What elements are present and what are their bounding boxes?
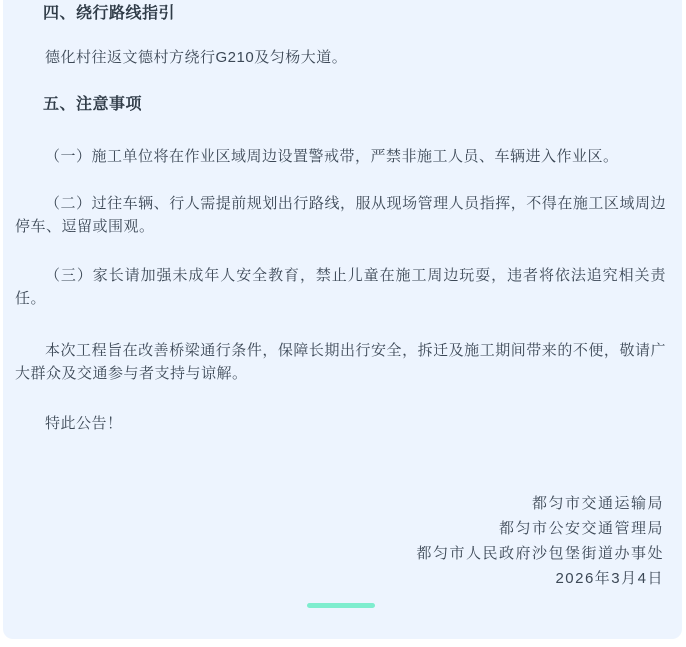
section-heading-precautions: 五、注意事项 — [43, 96, 143, 113]
paragraph-precaution-1: （一）施工单位将在作业区域周边设置警戒带，严禁非施工人员、车辆进入作业区。 — [45, 148, 619, 165]
signature-block — [15, 491, 666, 591]
end-divider-line — [307, 603, 375, 608]
signature-line-traffic-police: 都匀市公安交通管理局 — [498, 520, 664, 537]
section-heading-detour-route: 四、绕行路线指引 — [43, 5, 176, 22]
date-line: 2026年3月4日 — [555, 570, 664, 587]
signature-line-transport-bureau: 都匀市交通运输局 — [531, 495, 664, 512]
paragraph-hereby-announced: 特此公告！ — [45, 415, 123, 432]
paragraph-precaution-2: （二）过往车辆、行人需提前规划出行路线，服从现场管理人员指挥，不得在施工区域周边停车、逗留或围观。 — [15, 195, 666, 235]
notice-card — [3, 0, 682, 639]
paragraph-precaution-3: （三）家长请加强未成年人安全教育，禁止儿童在施工周边玩耍，违者将依法追究相关责任。 — [15, 267, 666, 307]
paragraph-detour-route: 德化村往返文德村方绕行G210及匀杨大道。 — [45, 49, 348, 66]
paragraph-closing-apology: 本次工程旨在改善桥梁通行条件，保障长期出行安全，拆迁及施工期间带来的不便，敬请广大群众及交通参与者支持与谅解。 — [15, 342, 666, 382]
signature-line-subdistrict-office: 都匀市人民政府沙包堡街道办事处 — [416, 545, 664, 562]
